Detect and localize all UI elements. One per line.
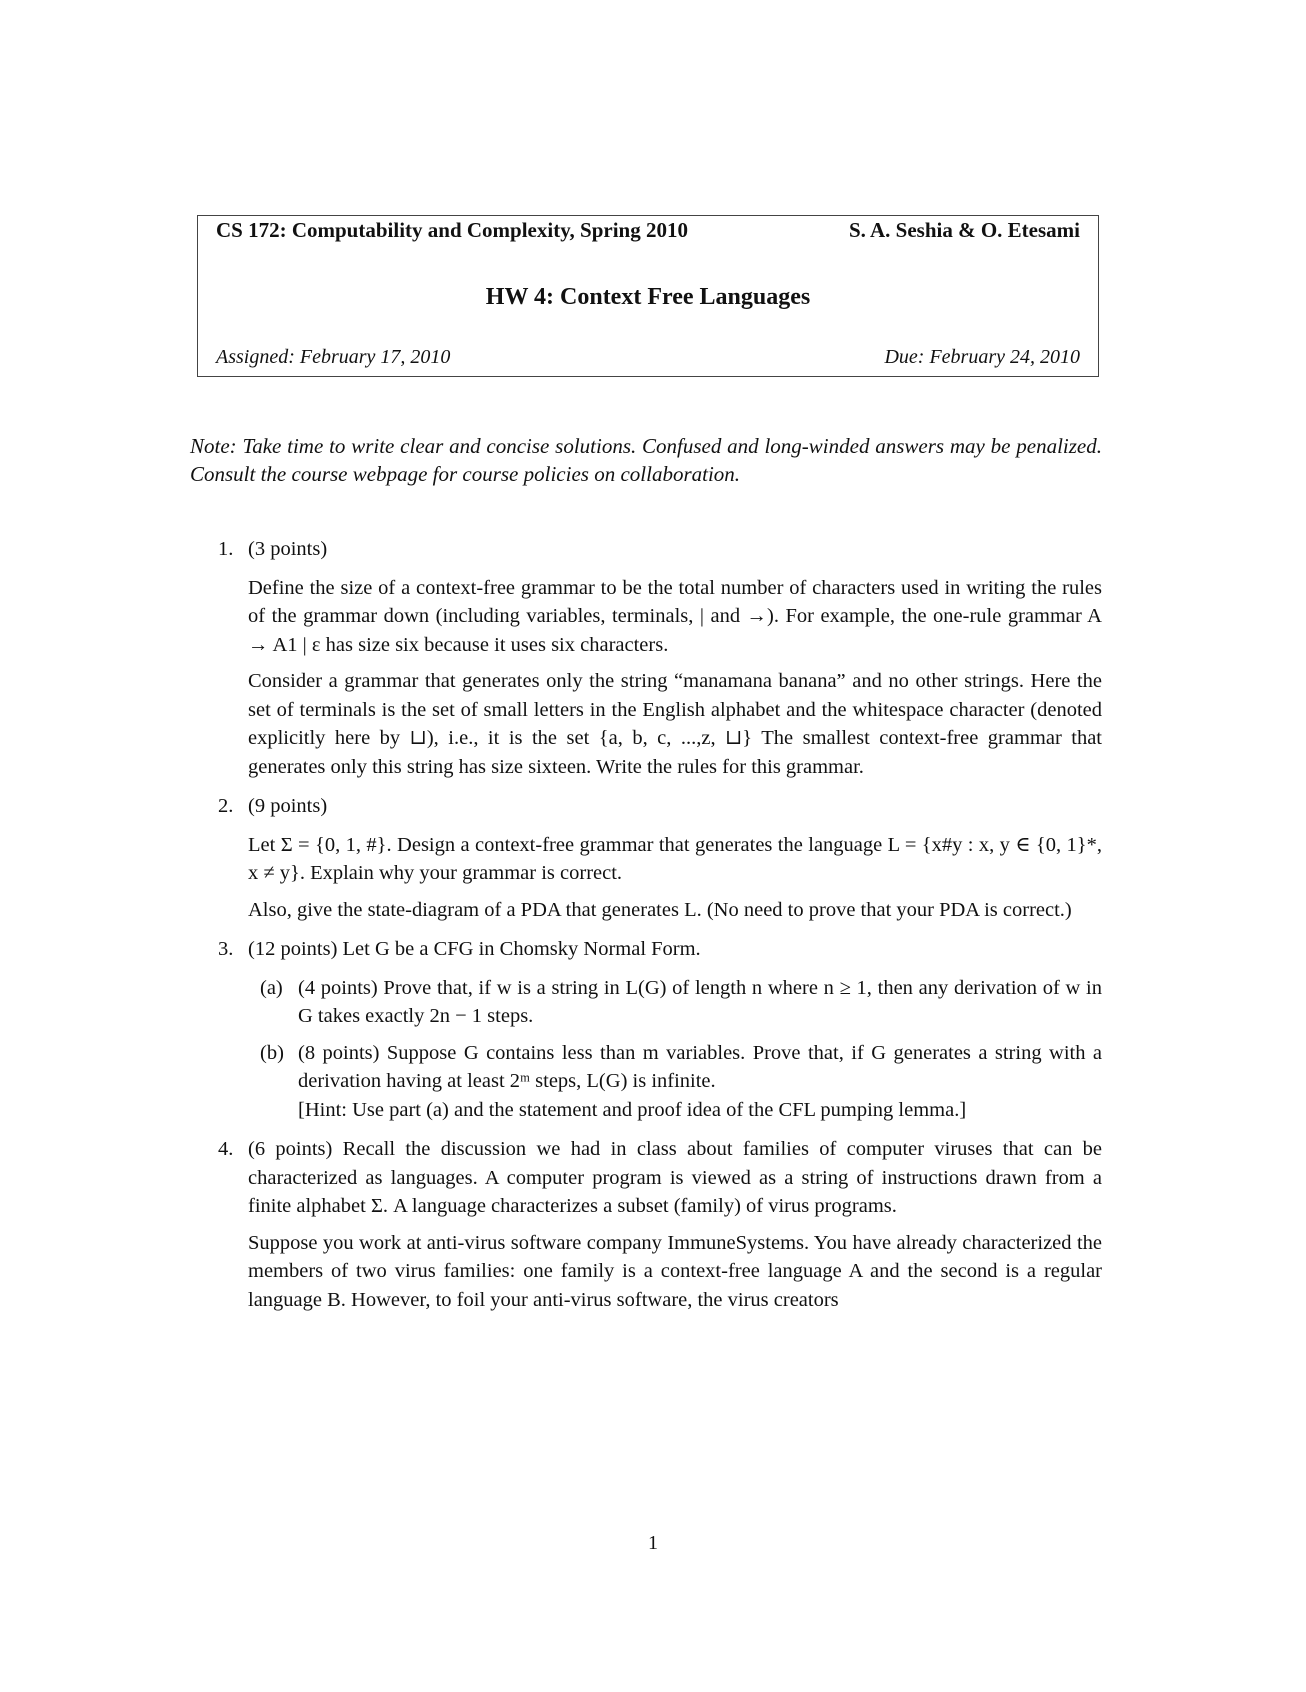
problem-number: 2.: [218, 795, 234, 817]
note-paragraph: Note: Take time to write clear and concise solutions. Confused and long-winded answers may be penalized. Consult the course webpage for course policies on collaboration.: [190, 434, 1102, 486]
instructors: S. A. Seshia & O. Etesami: [848, 218, 1080, 242]
problem-paragraph: Suppose you work at anti-virus software company ImmuneSystems. You have already characterized the members of two virus families: one family is a context-free language A and the second is a regular language B. However, to foil your anti-virus software, the virus creators: [248, 1231, 1102, 1311]
due-date: Due: February 24, 2010: [884, 346, 1080, 368]
problem-paragraph: Let Σ = {0, 1, #}. Design a context-free grammar that generates the language L = {x#y : x, y ∈ {0, 1}*, x ≠ y}. Explain why your grammar is correct.: [248, 833, 1102, 884]
problem-2: [190, 792, 1102, 924]
subproblem-a: [248, 974, 1102, 1031]
homework-title: HW 4: Context Free Languages: [485, 284, 811, 310]
problem-4: [190, 1135, 1102, 1314]
problem-paragraph: (6 points) Recall the discussion we had in class about families of computer viruses that can be characterized as languages. A computer program is viewed as a string of instructions drawn from a finite alphabet Σ. A language characterizes a subset (family) of virus programs.: [248, 1138, 1102, 1217]
subproblem-text: (8 points) Suppose G contains less than m variables. Prove that, if G generates a string with a derivation having at least 2ᵐ steps, L(G) is infinite.: [298, 1041, 1102, 1092]
page-number: 1: [648, 1532, 658, 1554]
header-top-row: [216, 218, 1080, 243]
problem-points: (9 points): [248, 795, 328, 817]
subproblem-hint: [Hint: Use part (a) and the statement and proof idea of the CFL pumping lemma.]: [298, 1098, 967, 1121]
problem-paragraph: Consider a grammar that generates only the string “manamana banana” and no other strings. Here the set of terminals is the set of small letters in the English alphabet and the whitespace character (denoted explicitly here by ⊔), i.e., it is the set {a, b, c, ...,z, ⊔} The smallest context-free grammar that generates only this string has size sixteen. Write the rules for this grammar.: [248, 670, 1102, 778]
subproblem-label: (a): [260, 976, 283, 999]
problem-number: 1.: [218, 538, 234, 560]
problem-number: 4.: [218, 1138, 234, 1160]
problem-intro: (12 points) Let G be a CFG in Chomsky Normal Form.: [248, 938, 701, 960]
problem-1: [190, 535, 1102, 781]
course-title: CS 172: Computability and Complexity, Spring 2010: [216, 218, 688, 242]
subproblem-text: (4 points) Prove that, if w is a string in L(G) of length n where n ≥ 1, then any derivation of w in G takes exactly 2n − 1 steps.: [298, 976, 1102, 1027]
problem-number: 3.: [218, 938, 234, 960]
problem-paragraph: Also, give the state-diagram of a PDA that generates L. (No need to prove that your PDA is correct.): [248, 898, 1072, 921]
problem-paragraph: Define the size of a context-free grammar to be the total number of characters used in writing the rules of the grammar down (including variables, terminals, | and →). For example, the one-rule grammar A → A1 | ε has size six because it uses six characters.: [248, 576, 1102, 656]
header-bottom-row: [216, 346, 1080, 369]
problem-list: [190, 535, 1102, 1325]
header-box: [197, 215, 1099, 377]
subproblem-b: [248, 1039, 1102, 1125]
assigned-date: Assigned: February 17, 2010: [216, 346, 451, 368]
problem-3: [190, 935, 1102, 1124]
problem-points: (3 points): [248, 538, 328, 560]
subproblem-label: (b): [260, 1041, 284, 1064]
